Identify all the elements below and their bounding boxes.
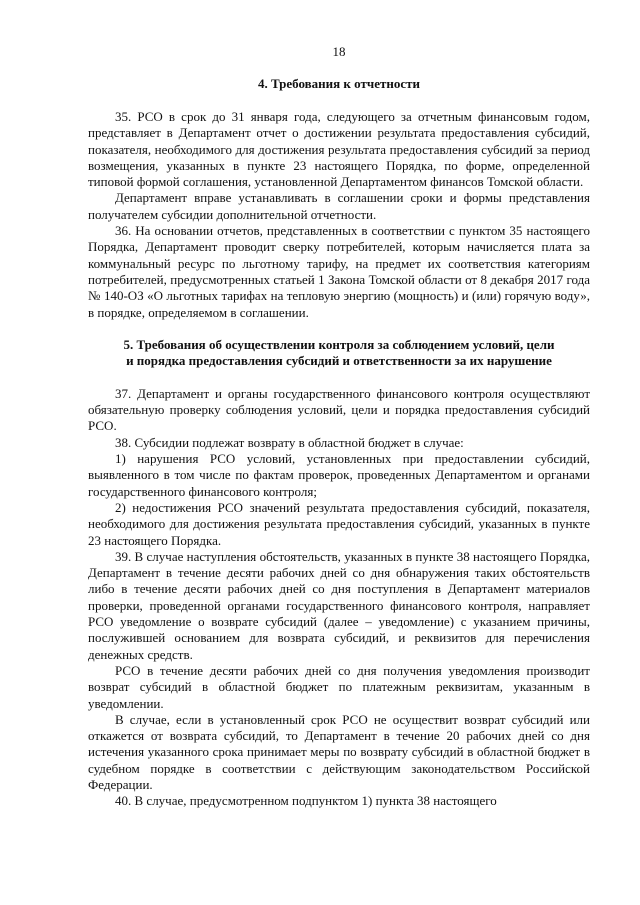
section-5-heading-line-2: и порядка предоставления субсидий и ответственности за их нарушение (126, 352, 552, 368)
paragraph-35: 35. РСО в срок до 31 января года, следующего за отчетным финансовым годом, представляет в Департамент отчет о достижении результата предоставления субсидий, показателя, необходимого для достижения результата предоставления субсидий за период возмещения, указанных в пункте 23 настоящего Порядка, по форме, определенной типовой формой соглашения, установленной Департаментом финансов Томской области. (88, 109, 590, 190)
paragraph-39-court: В случае, если в установленный срок РСО не осуществит возврат субсидий или откажется от возврата субсидий, то Департамент в течение 20 рабочих дней со дня истечения указанного срока принимает меры по возврату субсидий в областной бюджет в судебном порядке в соответствии с действующим законодательством Российской Федерации. (88, 711, 590, 792)
paragraph-39: 39. В случае наступления обстоятельств, указанных в пункте 38 настоящего Порядка, Департамент в течение десяти рабочих дней со дня обнаружения таких обстоятельств либо в течение десяти рабочих дней со дня поступления в Департамент материалов проверки, проведенной органами государственного финансового контроля, направляет РСО уведомление о возврате субсидий (далее – уведомление) с указанием причины, послужившей основанием для возврата субсидий, и реквизитов для перечисления денежных средств. (88, 548, 590, 662)
section-5-body (88, 386, 590, 810)
paragraph-37: 37. Департамент и органы государственного финансового контроля осуществляют обязательную проверку соблюдения условий, цели и порядка предоставления субсидий РСО. (88, 385, 590, 434)
paragraph-38: 38. Субсидии подлежат возврату в областной бюджет в случае: (115, 434, 464, 450)
section-5-heading-line-1: 5. Требования об осуществлении контроля за соблюдением условий, цели (123, 336, 555, 352)
page-number: 18 (332, 44, 346, 59)
paragraph-36: 36. На основании отчетов, представленных в соответствии с пунктом 35 настоящего Порядка, Департамент проводит сверку потребителей, которым начисляется плата за коммунальный ресурс по льготному тарифу, на предмет их соответствия категориям потребителей, предусмотренных статьей 1 Закона Томской области от 8 декабря 2017 года № 140-ОЗ «О льготных тарифах на тепловую энергию (мощность) и (или) горячую воду», в порядке, определяемом в соглашении. (88, 223, 590, 320)
section-4-body (88, 109, 590, 321)
paragraph-35-additional: Департамент вправе устанавливать в соглашении сроки и формы представления получателем субсидии дополнительной отчетности. (88, 190, 590, 222)
paragraph-38-item-2: 2) недостижения РСО значений результата предоставления субсидий, показателя, необходимого для достижения результата предоставления субсидий, указанных в пункте 23 настоящего Порядка. (88, 499, 590, 548)
paragraph-39-rso-return: РСО в течение десяти рабочих дней со дня получения уведомления производит возврат субсидий в областной бюджет по платежным реквизитам, указанным в уведомлении. (88, 662, 590, 711)
paragraph-40: 40. В случае, предусмотренном подпунктом 1) пункта 38 настоящего (115, 793, 497, 809)
section-4-heading: 4. Требования к отчетности (257, 76, 421, 91)
section-5-heading (88, 337, 590, 369)
paragraph-38-item-1: 1) нарушения РСО условий, установленных при предоставлении субсидий, выявленного в том числе по фактам проверок, проведенных Департаментом и органами государственного финансового контроля; (88, 451, 590, 499)
